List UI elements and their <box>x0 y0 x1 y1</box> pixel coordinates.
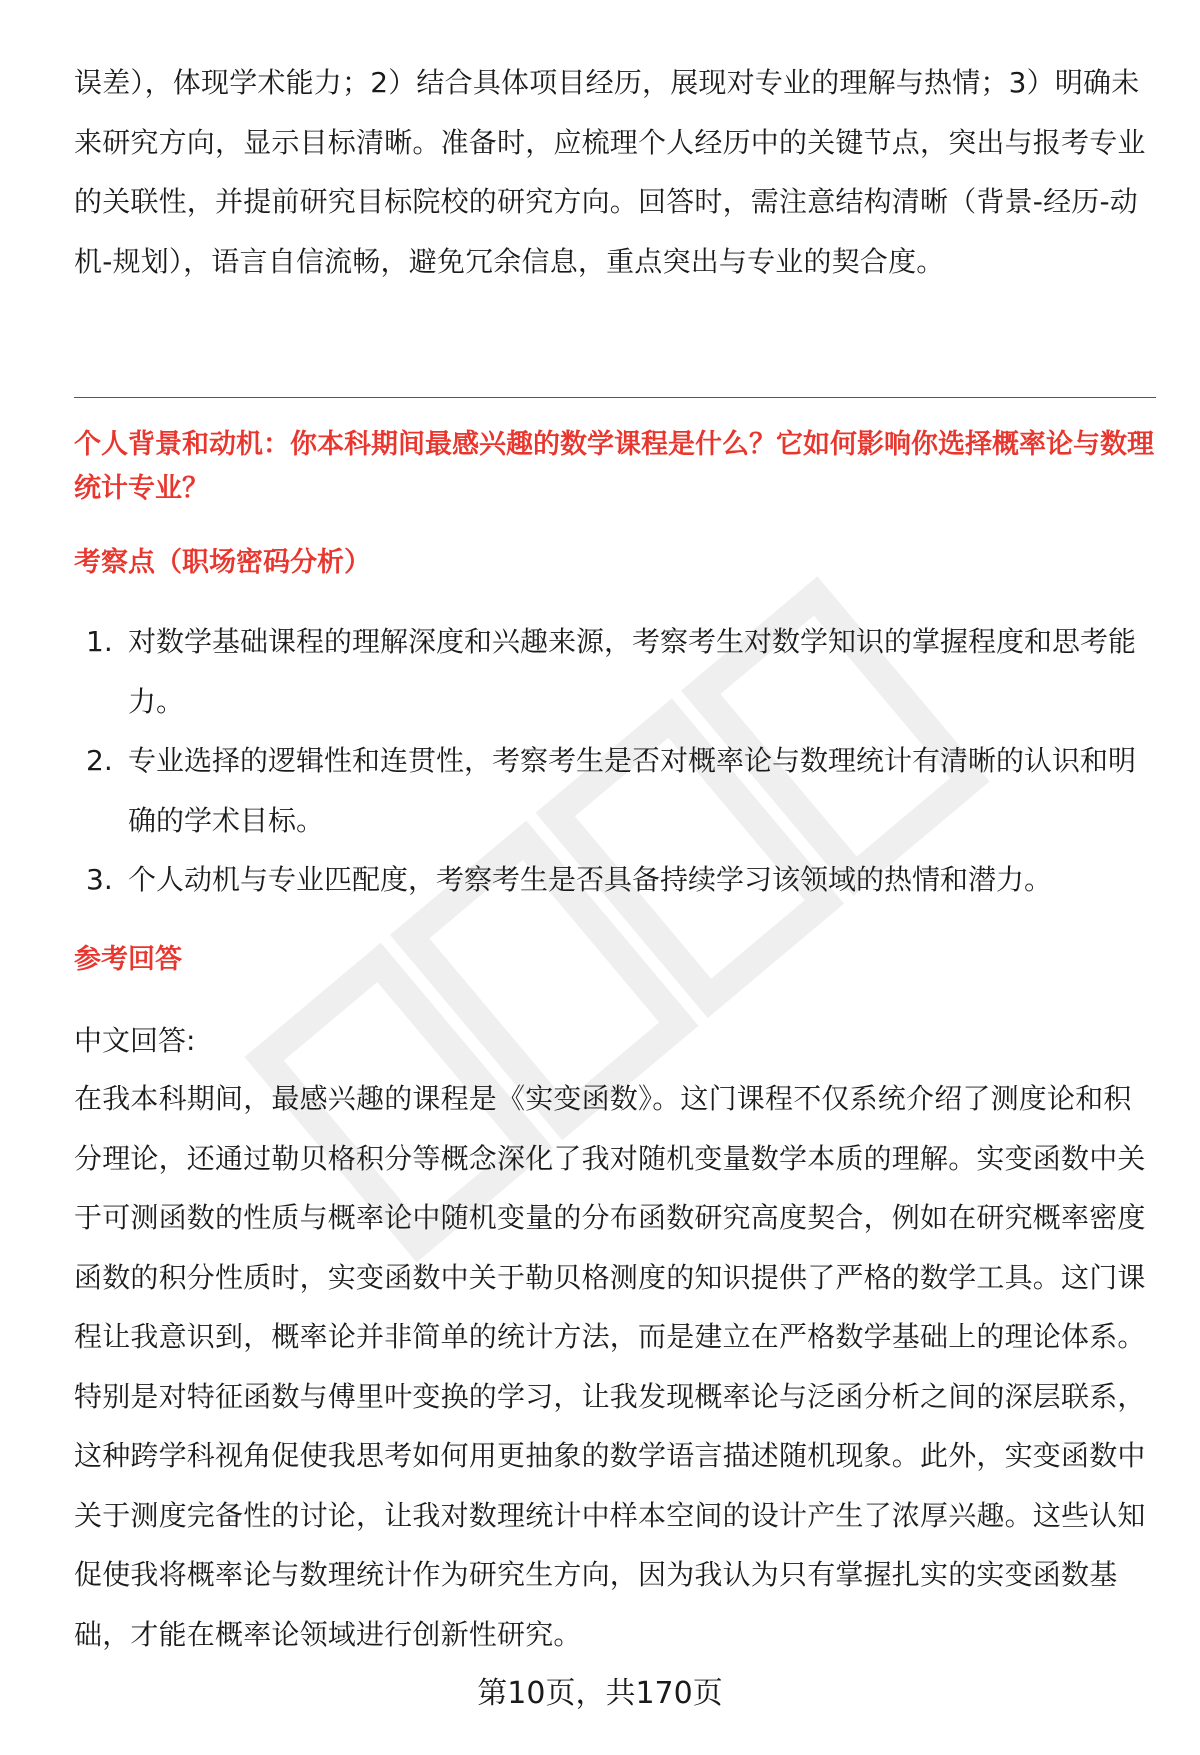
page-number: 第10页，共170页 <box>477 1676 723 1711</box>
assessment-heading: 考察点（职场密码分析） <box>74 547 371 578</box>
intro-paragraph: 误差），体现学术能力；2）结合具体项目经历，展现对专业的理解与热情；3）明确未来研究方向，显示目标清晰。准备时，应梳理个人经历中的关键节点，突出与报考专业的关联性，并提前研究目标院校的研究方向。回答时，需注意结构清晰（背景-经历-动机-规划），语言自信流畅，避免冗余信息，重点突出与专业的契合度。 <box>74 66 1146 278</box>
list-item <box>74 612 1156 731</box>
list-item <box>74 731 1156 850</box>
list-item <box>74 850 1156 910</box>
list-item-number: 3. <box>86 863 113 896</box>
list-item-text: 对数学基础课程的理解深度和兴趣来源，考察考生对数学知识的掌握程度和思考能力。 <box>128 625 1137 718</box>
list-item-text: 专业选择的逻辑性和连贯性，考察考生是否对概率论与数理统计有清晰的认识和明确的学术目标。 <box>128 744 1137 837</box>
interview-question: 个人背景和动机：你本科期间最感兴趣的数学课程是什么？它如何影响你选择概率论与数理统计专业？ <box>74 429 1154 504</box>
answer-label: 中文回答: <box>74 1024 196 1057</box>
section-divider <box>74 397 1156 398</box>
answer-paragraph: 在我本科期间，最感兴趣的课程是《实变函数》。这门课程不仅系统介绍了测度论和积分理论，还通过勒贝格积分等概念深化了我对随机变量数学本质的理解。实变函数中关于可测函数的性质与概率论中随机变量的分布函数研究高度契合，例如在研究概率密度函数的积分性质时，实变函数中关于勒贝格测度的知识提供了严格的数学工具。这门课程让我意识到，概率论并非简单的统计方法，而是建立在严格数学基础上的理论体系。特别是对特征函数与傅里叶变换的学习，让我发现概率论与泛函分析之间的深层联系，这种跨学科视角促使我思考如何用更抽象的数学语言描述随机现象。此外，实变函数中关于测度完备性的讨论，让我对数理统计中样本空间的设计产生了浓厚兴趣。这些认知促使我将概率论与数理统计作为研究生方向，因为我认为只有掌握扎实的实变函数基础，才能在概率论领域进行创新性研究。 <box>74 1082 1146 1651</box>
list-item-number: 1. <box>86 625 113 658</box>
assessment-points-list <box>74 612 1156 910</box>
reference-heading: 参考回答 <box>74 944 182 975</box>
list-item-number: 2. <box>86 744 113 777</box>
list-item-text: 个人动机与专业匹配度，考察考生是否具备持续学习该领域的热情和潜力。 <box>128 863 1053 896</box>
